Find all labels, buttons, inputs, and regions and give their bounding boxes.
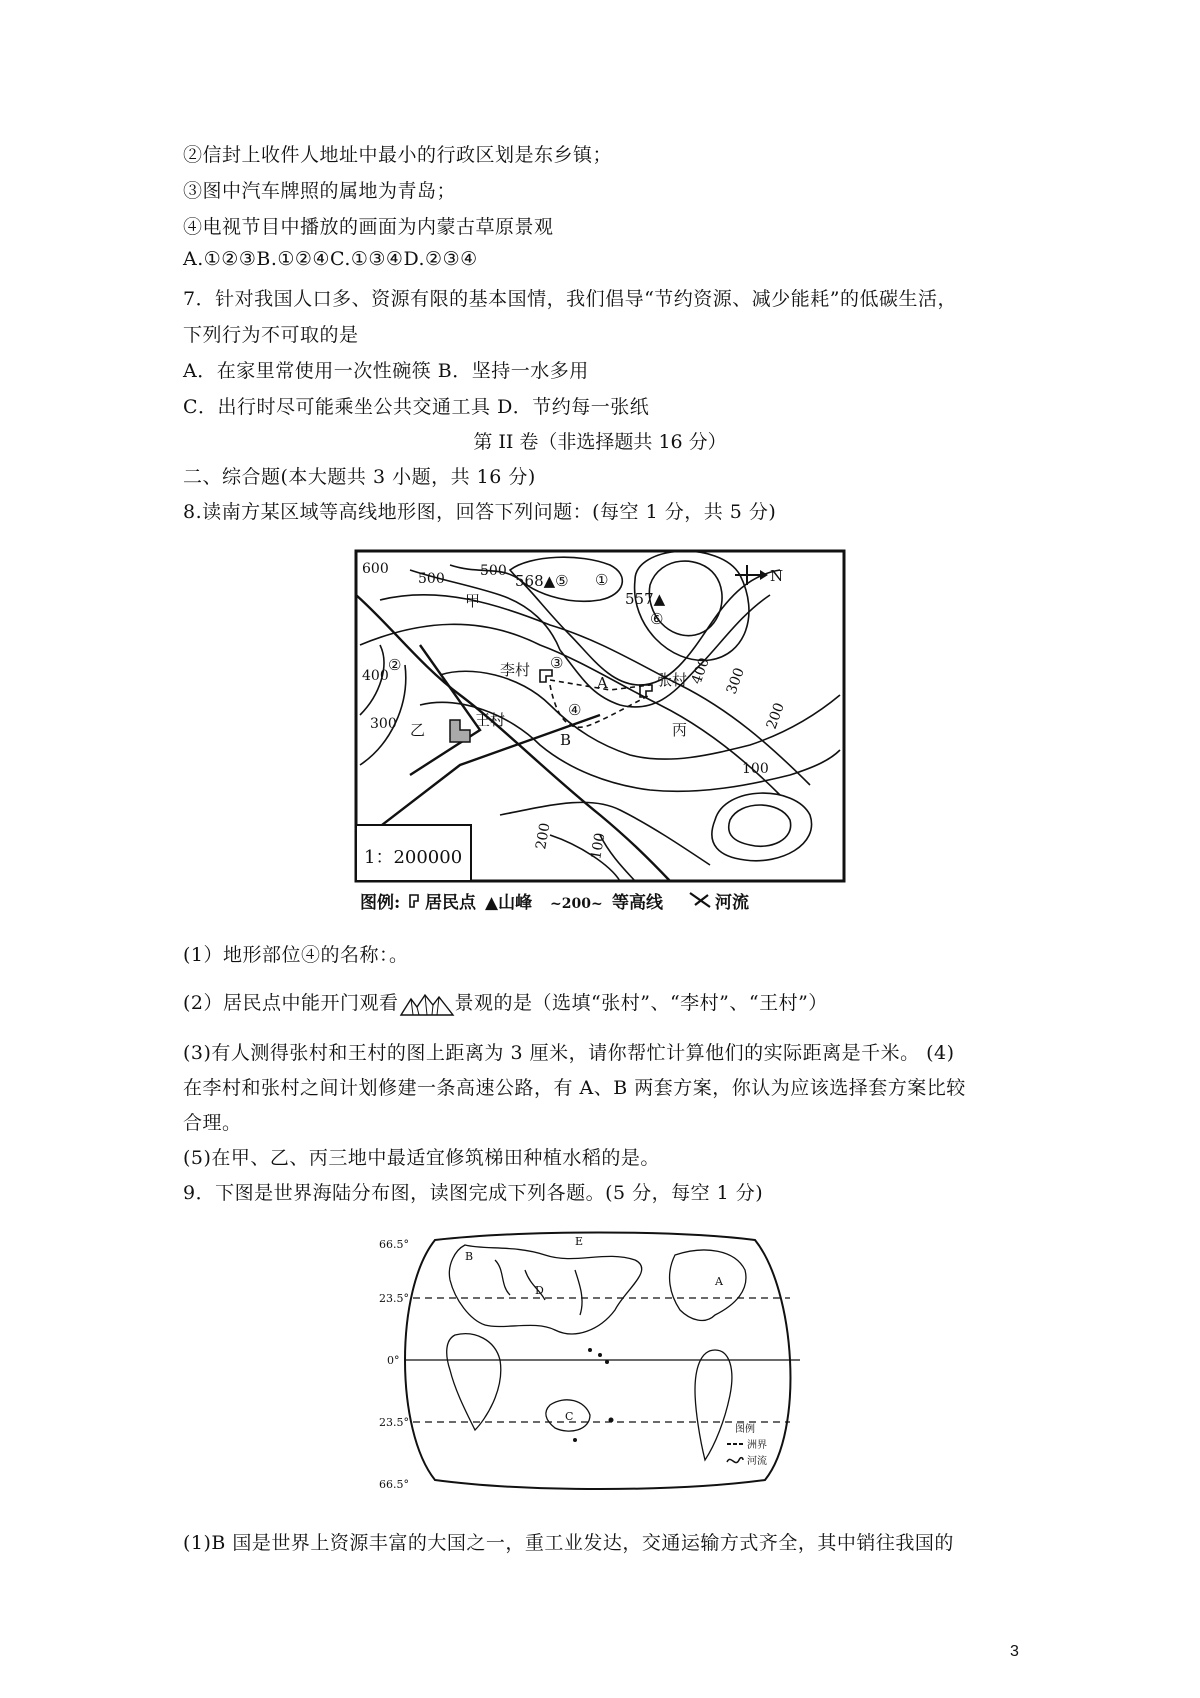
question-8: 8.读南方某区域等高线地形图，回答下列问题：(每空 1 分，共 5 分): [183, 501, 777, 523]
peak-label: 568▲⑤: [515, 572, 569, 590]
legend-river: 河流: [747, 1456, 767, 1467]
question-text: (2）居民点中能开门观看: [183, 992, 399, 1014]
text-line: ③图中汽车牌照的属地为青岛；: [183, 180, 457, 202]
text-line: 下列行为不可取的是: [183, 324, 359, 346]
question-text: 景观的是（选填“张村”、“李村”、“王村”）: [454, 992, 828, 1014]
question-8-3: (3)有人测得张村和王村的图上距离为 3 厘米，请你帮忙计算他们的实际距离是千米。 (4): [183, 1042, 955, 1064]
contour-label: 200: [533, 821, 554, 851]
point-2: ②: [388, 656, 402, 674]
contour-label: 300: [370, 716, 397, 732]
option-line: A．在家里常使用一次性碗筷 B．坚持一水多用: [183, 360, 589, 382]
legend-peak: ▲山峰: [485, 893, 533, 913]
contour-label: 200: [763, 700, 788, 732]
question-9: 9．下图是世界海陆分布图，读图完成下列各题。(5 分，每空 1 分): [183, 1182, 764, 1204]
question-7: 7．针对我国人口多、资源有限的基本国情，我们倡导“节约资源、减少能耗”的低碳生活，: [183, 288, 958, 310]
village-wang: 王村: [475, 711, 506, 729]
village-zhang: 张村: [657, 671, 688, 689]
contour-label: 600: [362, 561, 389, 577]
place-yi: 乙: [410, 721, 426, 739]
question-8-4: 在李村和张村之间计划修建一条高速公路，有 A、B 两套方案，你认为应该选择套方案比较: [183, 1077, 966, 1099]
section-heading: 第 II 卷（非选择题共 16 分）: [473, 431, 727, 453]
legend-border: 洲界: [747, 1440, 767, 1451]
contour-label: 400: [688, 655, 713, 687]
map-label-e: E: [575, 1235, 584, 1248]
scale-label: 1：200000: [364, 847, 463, 868]
latitude-label: 66.5°: [379, 1478, 409, 1491]
peak-label: 557▲: [625, 590, 666, 608]
contour-label: 500: [418, 571, 445, 587]
contour-map-figure: [350, 545, 850, 925]
text-line: ④电视节目中播放的画面为内蒙古草原景观: [183, 216, 554, 238]
option-line: C．出行时尽可能乘坐公共交通工具 D．节约每一张纸: [183, 396, 650, 418]
legend-contour: ~200~: [550, 896, 603, 912]
contour-label: 300: [723, 665, 748, 697]
point-4: ④: [568, 701, 582, 719]
contour-label: 100: [742, 761, 769, 777]
question-8-5: (5)在甲、乙、丙三地中最适宜修筑梯田种植水稻的是。: [183, 1147, 660, 1169]
north-label: N: [770, 567, 784, 585]
contour-label: 100: [588, 831, 609, 861]
place-jia: 甲: [465, 592, 481, 610]
legend-settlement: 居民点: [425, 893, 476, 913]
text-line: ②信封上收件人地址中最小的行政区划是东乡镇；: [183, 144, 613, 166]
world-map-figure: [375, 1230, 820, 1495]
map-label-d: D: [535, 1284, 544, 1297]
contour-label: 500: [480, 563, 507, 579]
map-label-c: C: [565, 1410, 574, 1423]
part-heading: 二、综合题(本大题共 3 小题，共 16 分): [183, 466, 536, 488]
point-6: ⑥: [650, 610, 664, 628]
question-8-1: (1）地形部位④的名称：。: [183, 944, 409, 966]
page-number: 3: [1010, 1643, 1019, 1660]
village-li: 李村: [500, 661, 531, 679]
latitude-label: 66.5°: [379, 1238, 409, 1251]
point-1: ①: [595, 571, 609, 589]
legend-title: 图例:: [360, 893, 401, 913]
question-9-1: (1)B 国是世界上资源丰富的大国之一，重工业发达，交通运输方式齐全，其中销往我国的: [183, 1532, 954, 1554]
point-3: ③: [550, 654, 564, 672]
latitude-label: 0°: [387, 1354, 400, 1367]
mountain-icon: [399, 991, 455, 1017]
place-bing: 丙: [672, 721, 688, 739]
world-map: [375, 1230, 820, 1495]
answer-options: A.①②③B.①②④C.①③④D.②③④: [183, 248, 478, 270]
route-a-label: A: [597, 674, 608, 692]
legend-river: 河流: [715, 893, 749, 913]
route-b-label: B: [560, 731, 572, 749]
map-label-b: B: [465, 1250, 474, 1263]
legend-title: 图例: [735, 1424, 755, 1435]
contour-map: [350, 545, 850, 925]
legend-contour-label: 等高线: [612, 893, 663, 913]
latitude-label: 23.5°: [379, 1416, 409, 1429]
contour-label: 400: [362, 668, 389, 684]
question-8-2: [183, 988, 828, 1017]
latitude-label: 23.5°: [379, 1292, 409, 1305]
text-line: 合理。: [183, 1112, 242, 1134]
map-label-a: A: [715, 1275, 723, 1288]
